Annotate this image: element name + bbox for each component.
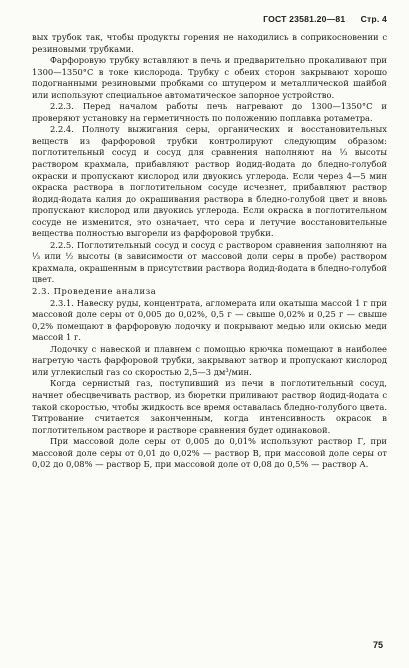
paragraph: Лодочку с навеской и плавнем с помощью крючка помещают в наиболее нагретую часть фарфоровой трубки, закрывают затвор и пропускают кислород или углекислый газ со скоростью 2,5—3 дм³/мин. — [32, 343, 387, 377]
section-heading-2-3: 2.3. Проведение анализа — [32, 286, 157, 297]
paragraph-2-2-3: 2.2.3. Перед началом работы печь нагревают до 1300—1350°С и проверяют установку на герметичность по положению поплавка ротаметра. — [32, 101, 387, 123]
paragraph: При массовой доле серы от 0,005 до 0,01% используют раствор Г, при массовой доле серы от 0,01 до 0,02% — раствор В, при массовой доле серы от 0,02 до 0,08% — раствор Б, при массовой доле от 0,08 до 0,5% — раствор А. — [32, 436, 387, 470]
paragraph-2-2-5: 2.2.5. Поглотительный сосуд и сосуд с раствором сравнения заполняют на ⅓ или ½ высоты (в зависимости от массовой доли серы в пробе) раствором крахмала, окрашенным в присутствии раствора йодид-йодата в бледно-голубой цвет. — [32, 239, 387, 285]
paragraph-continuation: вых трубок так, чтобы продукты горения не находились в соприкосновении с резиновыми трубками. — [32, 32, 387, 54]
standard-code: ГОСТ 23581.20—81 — [263, 14, 346, 24]
page-label: Стр. 4 — [360, 14, 387, 24]
paragraph: Фарфоровую трубку вставляют в печь и предварительно прокаливают при 1300—1350°С в токе кислорода. Трубку с обеих сторон закрывают хорошо подогнанными резиновыми пробками со штуцером и металлической шайбой или используют специальное автоматическое запорное устройство. — [32, 55, 387, 100]
page-header — [263, 14, 387, 24]
document-body — [32, 32, 387, 471]
paragraph: Когда сернистый газ, поступивший из печи в поглотительный сосуд, начнет обесцвечивать раствор, из бюретки приливают раствор йодид-йодата с такой скоростью, чтобы жидкость все время оставалась бледно-голубого цвета. Титрование считается законченным, когда интенсивность окрасок в поглотительном растворе и растворе сравнения будет одинаковой. — [32, 378, 387, 435]
paragraph-2-2-4: 2.2.4. Полноту выжигания серы, органических и восстановительных веществ из фарфоровой трубки контролируют следующим образом: поглотительный сосуд и сосуд для сравнения наполняют на ⅓ высоты раствором крахмала, прибавляют раствор йодид-йодата до бледно-голубой окраски и пропускают кислород или двуокись углерода. Если через 4—5 мин окраска раствора в поглотительном сосуде исчезнет, прибавляют раствор йодид-йодата калия до окрашивания раствора в бледно-голубой цвет и вновь пропускают кислород или двуокись углерода. Если окраска в поглотительном сосуде не изменится, это означает, что сера и летучие восстановительные вещества полностью выгорели из фарфоровой трубки. — [32, 124, 387, 239]
page-number: 75 — [372, 640, 383, 650]
paragraph-2-3-1: 2.3.1. Навеску руды, концентрата, агломерата или окатыша массой 1 г при массовой доле серы от 0,005 до 0,02%, 0,5 г — свыше 0,02% и 0,25 г — свыше 0,2% помещают в фарфоровую лодочку и покрывают медью или окисью меди массой 1 г. — [32, 297, 387, 343]
